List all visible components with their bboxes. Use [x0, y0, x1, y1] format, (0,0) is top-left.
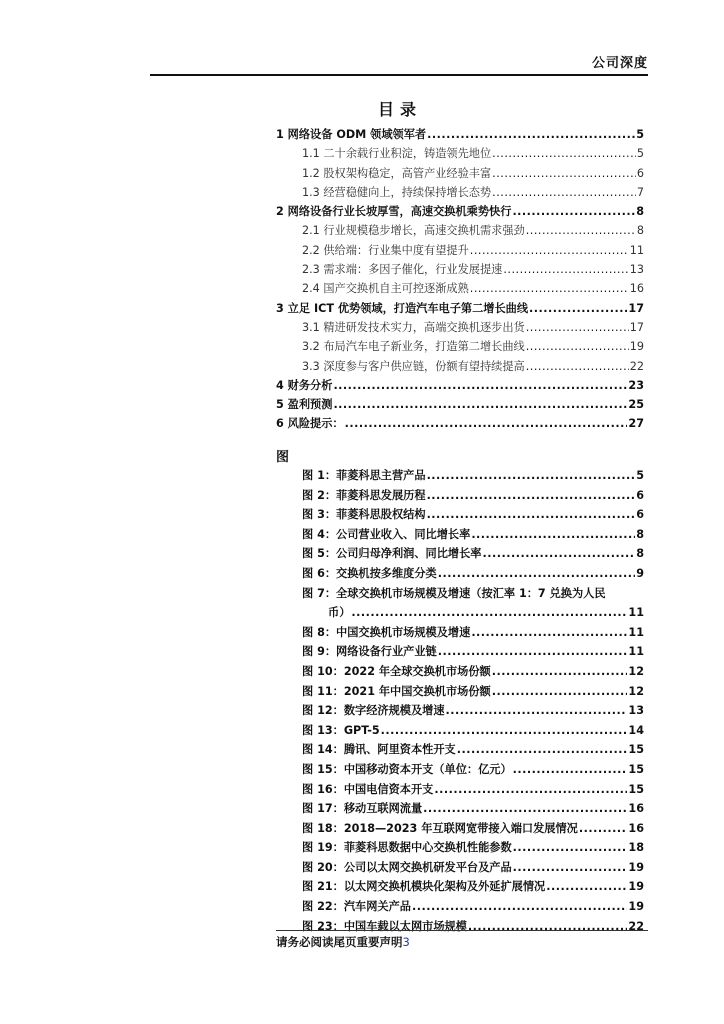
- leader-dots: [333, 376, 627, 395]
- leader-dots: [513, 760, 628, 780]
- figure-entry-title: 图 2：菲菱科思发展历程: [302, 488, 426, 502]
- leader-dots: [526, 357, 629, 376]
- toc-entry-page: 5: [636, 147, 644, 161]
- toc-entry-page: 7: [636, 185, 644, 199]
- leader-dots: [412, 897, 627, 917]
- figure-entry[interactable]: [302, 505, 644, 525]
- toc-entry[interactable]: [276, 395, 644, 414]
- figure-entry[interactable]: [302, 662, 644, 682]
- toc-entry-title: 3.3 深度参与客户供应链，份额有望持续提高: [302, 359, 525, 373]
- leader-dots: [438, 564, 635, 584]
- header-label: 公司深度: [591, 56, 648, 71]
- toc-entry[interactable]: [276, 279, 644, 298]
- figure-entry[interactable]: [302, 701, 644, 721]
- figure-entry-page: 12: [628, 664, 644, 678]
- toc-entry[interactable]: [276, 183, 644, 202]
- figure-entry-title: 图 9：网络设备行业产业链: [302, 645, 437, 659]
- leader-dots: [492, 662, 628, 682]
- figure-entry[interactable]: [302, 877, 644, 897]
- toc-entry-page: 8: [636, 224, 644, 238]
- figures-heading: 图: [276, 450, 290, 465]
- toc-entry-title: 2.4 国产交换机自主可控逐渐成熟: [302, 282, 469, 296]
- leader-dots: [457, 740, 628, 760]
- figure-entry-page: 19: [628, 880, 644, 894]
- figure-entry-page: 19: [628, 860, 644, 874]
- figure-entry-page: 15: [628, 762, 644, 776]
- figure-entry-title: 图 22：汽车网关产品: [302, 900, 411, 914]
- header-rule: [150, 74, 648, 76]
- figure-entry-title: 图 7：全球交换机市场规模及增速（按汇率 1：7 兑换为人民: [302, 586, 606, 600]
- toc-entry[interactable]: [276, 202, 644, 221]
- figure-entry-title: 图 21：以太网交换机模块化架构及外延扩展情况: [302, 880, 546, 894]
- toc-title: 目录: [377, 100, 422, 119]
- figure-entry-title: 图 14：腾讯、阿里资本性开支: [302, 743, 456, 757]
- figure-entry-title: 图 8：中国交换机市场规模及增速: [302, 625, 471, 639]
- toc-entry[interactable]: [276, 318, 644, 337]
- toc-entry-page: 22: [629, 359, 644, 373]
- leader-dots: [345, 414, 628, 433]
- figure-entry[interactable]: [302, 819, 644, 839]
- toc-entry[interactable]: [276, 337, 644, 356]
- figure-entry[interactable]: [302, 623, 644, 643]
- toc-entry[interactable]: [276, 357, 644, 376]
- figure-entry-continuation[interactable]: [302, 603, 644, 623]
- figure-entry-page: 16: [628, 802, 644, 816]
- toc-entry[interactable]: [276, 241, 644, 260]
- toc-entry[interactable]: [276, 125, 644, 144]
- leader-dots: [423, 799, 627, 819]
- toc-entry-title: 5 盈利预测: [276, 398, 333, 412]
- toc-entry-page: 23: [628, 378, 644, 392]
- leader-dots: [513, 858, 628, 878]
- toc-entry-page: 8: [636, 205, 644, 219]
- toc-entry-title: 2 网络设备行业长坡厚雪，高速交换机乘势快行: [276, 205, 512, 219]
- figure-entry-title: 图 13：GPT-5: [302, 723, 380, 737]
- toc-entry[interactable]: [276, 144, 644, 163]
- toc-entry-title: 3 立足 ICT 优势领域，打造汽车电子第二增长曲线: [276, 301, 529, 315]
- leader-dots: [492, 164, 636, 183]
- toc-entry-title: 3.2 布局汽车电子新业务，打造第二增长曲线: [302, 340, 525, 354]
- toc-entry-title: 2.1 行业规模稳步增长，高速交换机需求强劲: [302, 224, 525, 238]
- figure-entry[interactable]: [302, 721, 644, 741]
- toc-entry-title: 4 财务分析: [276, 378, 333, 392]
- toc-entry[interactable]: [276, 164, 644, 183]
- figure-entry[interactable]: [302, 897, 644, 917]
- toc-entry-page: 19: [629, 340, 644, 354]
- figure-entry-title: 图 5：公司归母净利润、同比增长率: [302, 547, 482, 561]
- figure-entry-title: 图 11：2021 年中国交换机市场份额: [302, 684, 491, 698]
- figure-entry-title: 图 6：交换机按多维度分类: [302, 566, 437, 580]
- figure-entry[interactable]: [302, 486, 644, 506]
- figure-entry[interactable]: [302, 838, 644, 858]
- figure-entry-title-cont: 币）: [328, 606, 351, 620]
- leader-dots: [427, 486, 636, 506]
- figure-entry-page: 15: [628, 743, 644, 757]
- figure-entry[interactable]: [302, 642, 644, 662]
- leader-dots: [446, 701, 628, 721]
- leader-dots: [381, 721, 628, 741]
- figure-entry-page: 16: [628, 821, 644, 835]
- leader-dots: [579, 819, 628, 839]
- toc-entry[interactable]: [276, 221, 644, 240]
- footer-notice: 请务必阅读尾页重要声明: [276, 935, 403, 949]
- toc-entry-page: 6: [636, 166, 644, 180]
- toc-entry-title: 1 网络设备 ODM 领域领军者: [276, 128, 427, 141]
- figure-entry-page: 11: [628, 645, 644, 659]
- toc-entry-page: 16: [629, 282, 644, 296]
- figure-entry-title: 图 12：数字经济规模及增速: [302, 704, 445, 718]
- figure-entry-page: 11: [628, 625, 644, 639]
- leader-dots: [513, 838, 628, 858]
- toc-entry[interactable]: [276, 260, 644, 279]
- toc-entry-title: 1.2 股权架构稳定，高管产业经验丰富: [302, 166, 492, 180]
- toc-entry-page: 25: [628, 398, 644, 412]
- leader-dots: [468, 917, 628, 937]
- figure-entry[interactable]: [302, 858, 644, 878]
- figure-entry-page: 6: [636, 508, 644, 522]
- toc-entry-page: 17: [629, 320, 644, 334]
- figure-entry[interactable]: [302, 525, 644, 545]
- leader-dots: [470, 241, 629, 260]
- figure-entry[interactable]: [302, 564, 644, 584]
- toc-entry-title: 3.1 精进研发技术实力，高端交换机逐步出货: [302, 320, 525, 334]
- toc-entry-title: 2.3 需求端：多因子催化，行业发展提速: [302, 263, 503, 277]
- figure-entry[interactable]: [302, 584, 644, 604]
- figure-entry-page: 8: [636, 547, 644, 561]
- figure-entry-page: 15: [628, 782, 644, 796]
- figure-entry-page: 8: [636, 527, 644, 541]
- leader-dots: [492, 183, 636, 202]
- figure-entry-title: 图 16：中国电信资本开支: [302, 782, 434, 796]
- figure-entry[interactable]: [302, 682, 644, 702]
- toc-entry[interactable]: [276, 376, 644, 395]
- leader-dots: [492, 682, 628, 702]
- leader-dots: [351, 603, 627, 623]
- figure-entry-title: 图 18：2018—2023 年互联网宽带接入端口发展情况: [302, 821, 578, 835]
- figure-entry-title: 图 23：中国车载以太网市场规模: [302, 919, 467, 933]
- leader-dots: [526, 337, 629, 356]
- figure-entry-title: 图 4：公司营业收入、同比增长率: [302, 527, 471, 541]
- figure-entry-page: 11: [628, 606, 644, 620]
- toc-entry-page: 5: [636, 128, 644, 141]
- figure-entry[interactable]: [302, 544, 644, 564]
- leader-dots: [546, 877, 627, 897]
- leader-dots: [471, 623, 627, 643]
- toc-entry-page: 11: [629, 243, 644, 257]
- figure-entry-title: 图 10：2022 年全球交换机市场份额: [302, 664, 491, 678]
- toc-entry-page: 13: [629, 263, 644, 277]
- toc-entry-page: 27: [628, 417, 644, 431]
- figure-entry[interactable]: [302, 760, 644, 780]
- toc-entry-page: 17: [628, 301, 644, 315]
- toc-entry-title: 2.2 供给端：行业集中度有望提升: [302, 243, 469, 257]
- footer: [276, 934, 410, 950]
- figure-entry-title: 图 19：菲菱科思数据中心交换机性能参数: [302, 841, 512, 855]
- leader-dots: [438, 642, 628, 662]
- toc-entry[interactable]: [276, 414, 644, 433]
- figure-entry-page: 6: [636, 488, 644, 502]
- figure-entry[interactable]: [302, 799, 644, 819]
- figure-entry-page: 22: [628, 919, 644, 933]
- leader-dots: [427, 125, 635, 144]
- toc-entry-title: 1.1 二十余载行业积淀，铸造领先地位: [302, 147, 492, 161]
- leader-dots: [503, 260, 628, 279]
- toc-list: [276, 125, 644, 434]
- figure-entry-title: 图 3：菲菱科思股权结构: [302, 508, 426, 522]
- leader-dots: [427, 505, 636, 525]
- leader-dots: [526, 318, 629, 337]
- figures-list: [302, 466, 644, 936]
- leader-dots: [526, 221, 636, 240]
- figure-entry-page: 12: [628, 684, 644, 698]
- figure-entry-page: 18: [628, 841, 644, 855]
- figure-entry[interactable]: [302, 780, 644, 800]
- leader-dots: [427, 466, 636, 486]
- figure-entry-page: 5: [636, 469, 644, 482]
- leader-dots: [470, 279, 629, 298]
- toc-entry-title: 1.3 经营稳健向上，持续保持增长态势: [302, 185, 492, 199]
- figure-entry-page: 13: [628, 704, 644, 718]
- toc-entry[interactable]: [276, 299, 644, 318]
- figure-entry-page: 9: [636, 566, 644, 580]
- figure-entry-page: 14: [628, 723, 644, 737]
- figure-entry[interactable]: [302, 466, 644, 486]
- leader-dots: [483, 544, 636, 564]
- figure-entry-page: 19: [628, 900, 644, 914]
- leader-dots: [333, 395, 627, 414]
- leader-dots: [529, 299, 627, 318]
- leader-dots: [434, 780, 627, 800]
- toc-entry-title: 6 风险提示：: [276, 417, 344, 431]
- figure-entry-title: 图 20：公司以太网交换机研发平台及产品: [302, 860, 512, 874]
- leader-dots: [512, 202, 635, 221]
- figure-entry-title: 图 15：中国移动资本开支（单位：亿元）: [302, 762, 512, 776]
- figure-entry-title: 图 17：移动互联网流量: [302, 802, 423, 816]
- leader-dots: [492, 144, 636, 163]
- figure-entry[interactable]: [302, 740, 644, 760]
- footer-rule: [276, 930, 648, 931]
- figure-entry-title: 图 1：菲菱科思主营产品: [302, 469, 426, 482]
- leader-dots: [471, 525, 635, 545]
- page-number: 3: [402, 935, 410, 949]
